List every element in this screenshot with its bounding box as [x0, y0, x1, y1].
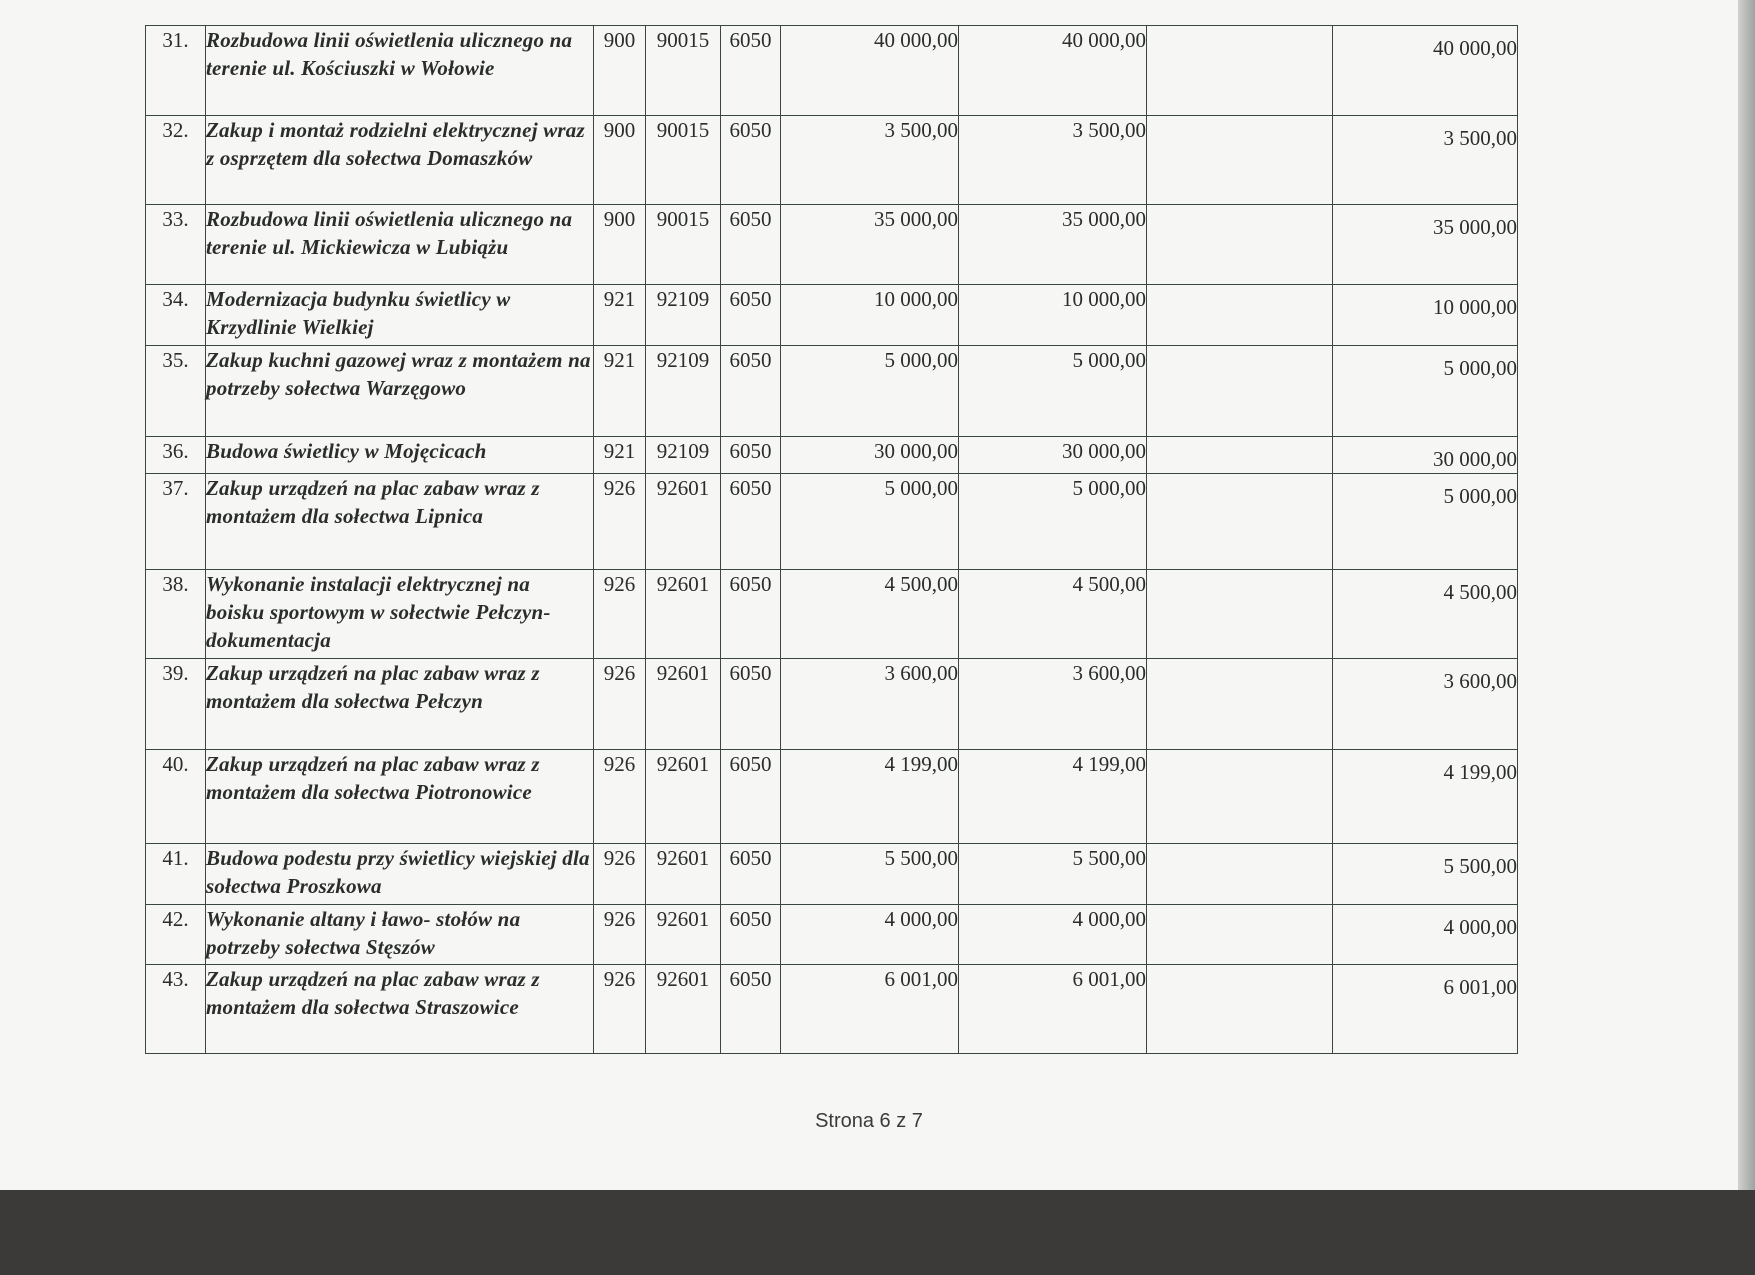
dzial-code: 926 — [594, 659, 646, 750]
amount-planned: 6 001,00 — [781, 965, 959, 1054]
amount-planned: 10 000,00 — [781, 285, 959, 346]
amount-other — [1147, 750, 1333, 844]
paragraf-code: 6050 — [721, 474, 781, 570]
amount-other — [1147, 570, 1333, 659]
task-name: Zakup urządzeń na plac zabaw wraz z montażem dla sołectwa Lipnica — [206, 474, 594, 570]
paragraf-code: 6050 — [721, 905, 781, 965]
row-number: 33. — [146, 205, 206, 285]
amount-total: 30 000,00 — [959, 437, 1147, 474]
dzial-code: 900 — [594, 116, 646, 205]
amount-planned: 5 000,00 — [781, 474, 959, 570]
row-number: 34. — [146, 285, 206, 346]
rozdzial-code: 92601 — [646, 905, 721, 965]
rozdzial-code: 92109 — [646, 437, 721, 474]
paragraf-code: 6050 — [721, 844, 781, 905]
scanner-background — [0, 1190, 1755, 1275]
paragraf-code: 6050 — [721, 750, 781, 844]
amount-planned: 4 000,00 — [781, 905, 959, 965]
amount-other — [1147, 205, 1333, 285]
amount-final: 4 500,00 — [1333, 570, 1518, 659]
dzial-code: 921 — [594, 285, 646, 346]
amount-planned: 4 500,00 — [781, 570, 959, 659]
page-edge-shadow — [1738, 0, 1755, 1190]
table-row — [146, 437, 1518, 474]
dzial-code: 921 — [594, 437, 646, 474]
task-name: Wykonanie instalacji elektrycznej na boisku sportowym w sołectwie Pełczyn- dokumentacja — [206, 570, 594, 659]
paragraf-code: 6050 — [721, 346, 781, 437]
table-row — [146, 659, 1518, 750]
table-row — [146, 844, 1518, 905]
rozdzial-code: 92601 — [646, 570, 721, 659]
amount-planned: 5 000,00 — [781, 346, 959, 437]
amount-other — [1147, 844, 1333, 905]
table-row — [146, 474, 1518, 570]
task-name: Zakup kuchni gazowej wraz z montażem na potrzeby sołectwa Warzęgowo — [206, 346, 594, 437]
amount-total: 10 000,00 — [959, 285, 1147, 346]
dzial-code: 900 — [594, 205, 646, 285]
rozdzial-code: 92601 — [646, 844, 721, 905]
task-name: Zakup urządzeń na plac zabaw wraz z montażem dla sołectwa Piotronowice — [206, 750, 594, 844]
amount-planned: 3 600,00 — [781, 659, 959, 750]
table-row — [146, 205, 1518, 285]
task-name: Zakup urządzeń na plac zabaw wraz z montażem dla sołectwa Straszowice — [206, 965, 594, 1054]
amount-final: 40 000,00 — [1333, 26, 1518, 116]
table-row — [146, 285, 1518, 346]
amount-total: 4 500,00 — [959, 570, 1147, 659]
row-number: 40. — [146, 750, 206, 844]
amount-final: 5 000,00 — [1333, 474, 1518, 570]
dzial-code: 926 — [594, 474, 646, 570]
dzial-code: 926 — [594, 570, 646, 659]
amount-total: 40 000,00 — [959, 26, 1147, 116]
table-row — [146, 965, 1518, 1054]
paragraf-code: 6050 — [721, 285, 781, 346]
paragraf-code: 6050 — [721, 965, 781, 1054]
task-name: Rozbudowa linii oświetlenia ulicznego na terenie ul. Kościuszki w Wołowie — [206, 26, 594, 116]
amount-final: 5 000,00 — [1333, 346, 1518, 437]
amount-other — [1147, 905, 1333, 965]
task-name: Rozbudowa linii oświetlenia ulicznego na terenie ul. Mickiewicza w Lubiążu — [206, 205, 594, 285]
paragraf-code: 6050 — [721, 26, 781, 116]
rozdzial-code: 92601 — [646, 965, 721, 1054]
amount-planned: 35 000,00 — [781, 205, 959, 285]
table-row — [146, 570, 1518, 659]
rozdzial-code: 90015 — [646, 26, 721, 116]
row-number: 36. — [146, 437, 206, 474]
rozdzial-code: 90015 — [646, 205, 721, 285]
amount-other — [1147, 346, 1333, 437]
amount-planned: 30 000,00 — [781, 437, 959, 474]
amount-total: 6 001,00 — [959, 965, 1147, 1054]
dzial-code: 900 — [594, 26, 646, 116]
table-row — [146, 905, 1518, 965]
row-number: 37. — [146, 474, 206, 570]
dzial-code: 926 — [594, 750, 646, 844]
amount-planned: 5 500,00 — [781, 844, 959, 905]
table-row — [146, 116, 1518, 205]
task-name: Modernizacja budynku świetlicy w Krzydlinie Wielkiej — [206, 285, 594, 346]
paragraf-code: 6050 — [721, 437, 781, 474]
row-number: 31. — [146, 26, 206, 116]
row-number: 39. — [146, 659, 206, 750]
amount-total: 3 500,00 — [959, 116, 1147, 205]
amount-total: 5 000,00 — [959, 474, 1147, 570]
paragraf-code: 6050 — [721, 570, 781, 659]
amount-other — [1147, 965, 1333, 1054]
rozdzial-code: 90015 — [646, 116, 721, 205]
dzial-code: 921 — [594, 346, 646, 437]
amount-final: 10 000,00 — [1333, 285, 1518, 346]
paragraf-code: 6050 — [721, 205, 781, 285]
task-name: Wykonanie altany i ławo- stołów na potrzeby sołectwa Stęszów — [206, 905, 594, 965]
amount-final: 35 000,00 — [1333, 205, 1518, 285]
page-number: Strona 6 z 7 — [815, 1110, 923, 1132]
row-number: 41. — [146, 844, 206, 905]
amount-other — [1147, 474, 1333, 570]
row-number: 43. — [146, 965, 206, 1054]
amount-other — [1147, 26, 1333, 116]
amount-final: 30 000,00 — [1333, 437, 1518, 474]
amount-other — [1147, 437, 1333, 474]
dzial-code: 926 — [594, 905, 646, 965]
amount-final: 6 001,00 — [1333, 965, 1518, 1054]
dzial-code: 926 — [594, 965, 646, 1054]
amount-other — [1147, 285, 1333, 346]
rozdzial-code: 92109 — [646, 285, 721, 346]
amount-total: 35 000,00 — [959, 205, 1147, 285]
task-name: Zakup urządzeń na plac zabaw wraz z montażem dla sołectwa Pełczyn — [206, 659, 594, 750]
amount-total: 5 000,00 — [959, 346, 1147, 437]
paragraf-code: 6050 — [721, 659, 781, 750]
paragraf-code: 6050 — [721, 116, 781, 205]
rozdzial-code: 92601 — [646, 659, 721, 750]
row-number: 38. — [146, 570, 206, 659]
investment-table — [145, 25, 1518, 1054]
amount-planned: 40 000,00 — [781, 26, 959, 116]
table-row — [146, 26, 1518, 116]
task-name: Budowa podestu przy świetlicy wiejskiej dla sołectwa Proszkowa — [206, 844, 594, 905]
row-number: 35. — [146, 346, 206, 437]
row-number: 42. — [146, 905, 206, 965]
amount-total: 3 600,00 — [959, 659, 1147, 750]
amount-final: 4 199,00 — [1333, 750, 1518, 844]
table-row — [146, 346, 1518, 437]
amount-final: 4 000,00 — [1333, 905, 1518, 965]
amount-planned: 3 500,00 — [781, 116, 959, 205]
amount-total: 5 500,00 — [959, 844, 1147, 905]
amount-final: 5 500,00 — [1333, 844, 1518, 905]
rozdzial-code: 92109 — [646, 346, 721, 437]
amount-total: 4 199,00 — [959, 750, 1147, 844]
amount-total: 4 000,00 — [959, 905, 1147, 965]
dzial-code: 926 — [594, 844, 646, 905]
task-name: Budowa świetlicy w Mojęcicach — [206, 437, 594, 474]
rozdzial-code: 92601 — [646, 750, 721, 844]
table-row — [146, 750, 1518, 844]
row-number: 32. — [146, 116, 206, 205]
rozdzial-code: 92601 — [646, 474, 721, 570]
amount-other — [1147, 659, 1333, 750]
task-name: Zakup i montaż rodzielni elektrycznej wraz z osprzętem dla sołectwa Domaszków — [206, 116, 594, 205]
amount-final: 3 600,00 — [1333, 659, 1518, 750]
amount-final: 3 500,00 — [1333, 116, 1518, 205]
amount-planned: 4 199,00 — [781, 750, 959, 844]
amount-other — [1147, 116, 1333, 205]
